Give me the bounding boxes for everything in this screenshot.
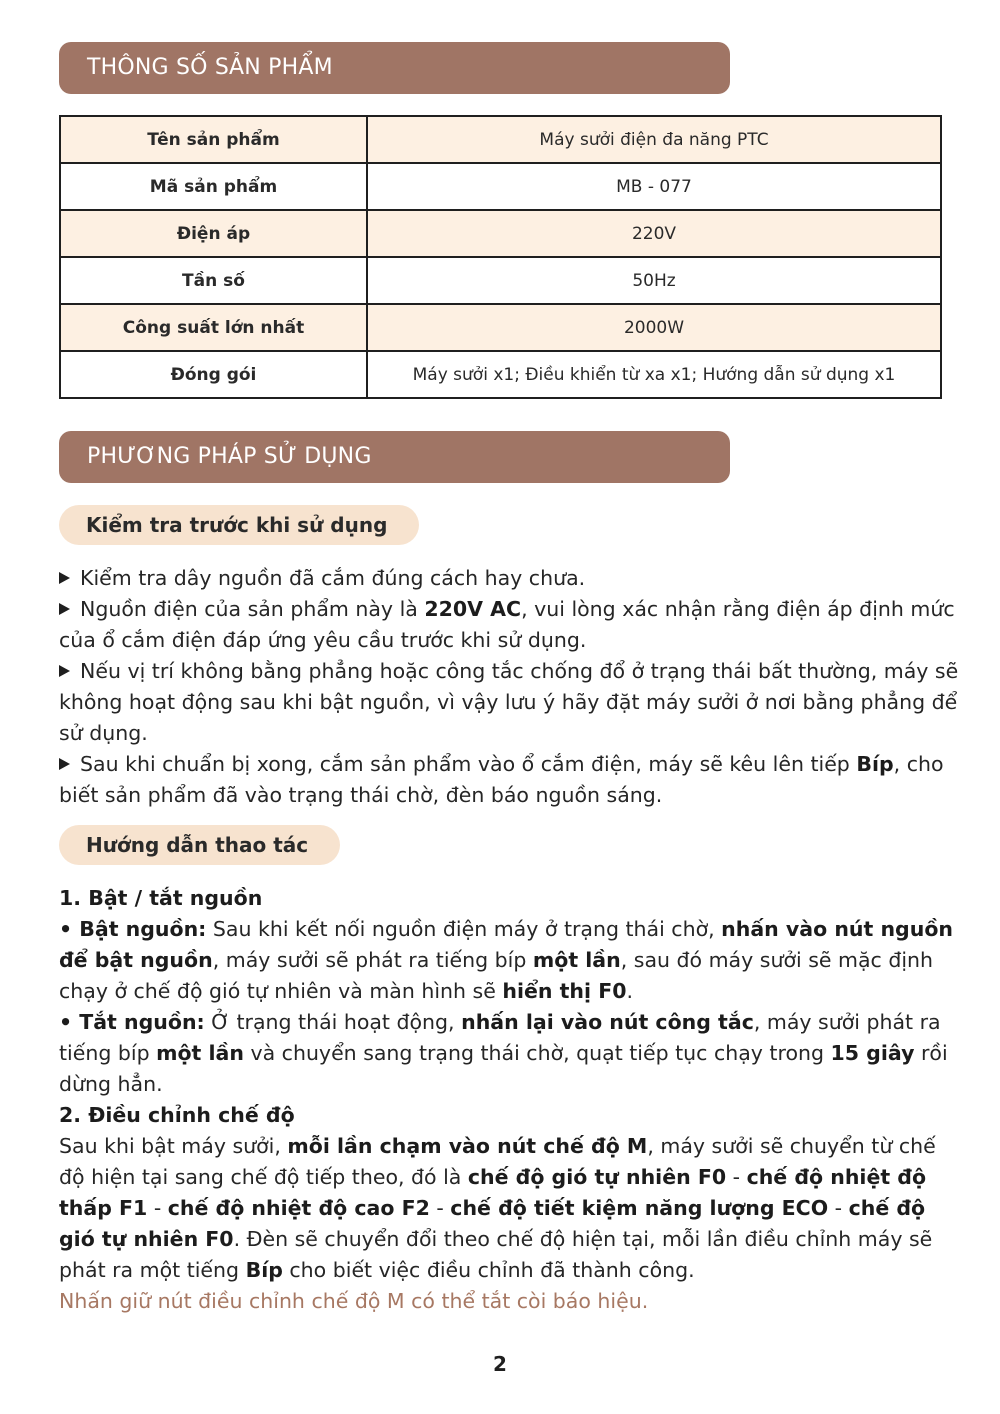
table-row [60, 304, 941, 351]
power-on-paragraph: • Bật nguồn: Sau khi kết nối nguồn điện máy ở trạng thái chờ, nhấn vào nút nguồn để bật nguồn, máy sưởi sẽ phát ra tiếng bíp một lần, sau đó máy sưởi sẽ mặc định chạy ở chế độ gió tự nhiên và màn hình sẽ hiển thị F0. [59, 917, 953, 1003]
table-row [60, 351, 941, 398]
list-item-text: Nếu vị trí không bằng phẳng hoặc công tắc chống đổ ở trạng thái bất thường, máy sẽ không hoạt động sau khi bật nguồn, vì vậy lưu ý hãy đặt máy sưởi ở nơi bằng phẳng để sử dụng. [59, 659, 959, 745]
section-heading-usage: PHƯƠNG PHÁP SỬ DỤNG [59, 431, 730, 483]
section-heading-specs: THÔNG SỐ SẢN PHẨM [59, 42, 730, 94]
spec-label: Công suất lớn nhất [60, 304, 367, 351]
power-off-paragraph: • Tắt nguồn: Ở trạng thái hoạt động, nhấn lại vào nút công tắc, máy sưởi phát ra tiếng bíp một lần và chuyển sang trạng thái chờ, quạt tiếp tục chạy trong 15 giây rồi dừng hẳn. [59, 1010, 948, 1096]
spec-label: Đóng gói [60, 351, 367, 398]
table-row [60, 163, 941, 210]
check-list [59, 563, 959, 811]
spec-value: 2000W [367, 304, 941, 351]
page-number: 2 [493, 1352, 507, 1376]
voltage-emphasis: 220V AC [424, 597, 522, 621]
subheading-check: Kiểm tra trước khi sử dụng [59, 505, 419, 545]
list-item-text: Sau khi chuẩn bị xong, cắm sản phẩm vào ổ cắm điện, máy sẽ kêu lên tiếp [80, 752, 857, 776]
list-item-text: Nguồn điện của sản phẩm này là [80, 597, 425, 621]
specs-table [59, 115, 942, 399]
list-item-text: Kiểm tra dây nguồn đã cắm đúng cách hay chưa. [80, 566, 586, 590]
step-title: 2. Điều chỉnh chế độ [59, 1103, 295, 1127]
list-item-text: , vui lòng xác nhận rằng điện áp định mức của ổ cắm điện đáp ứng yêu cầu trước khi sử dụng. [59, 597, 955, 652]
table-row [60, 210, 941, 257]
guide-body [59, 883, 959, 1317]
spec-value: 220V [367, 210, 941, 257]
list-item [59, 749, 959, 811]
list-item [59, 563, 959, 594]
spec-value: Máy sưởi x1; Điều khiển từ xa x1; Hướng dẫn sử dụng x1 [367, 351, 941, 398]
list-item-text: , cho biết sản phẩm đã vào trạng thái chờ, đèn báo nguồn sáng. [59, 752, 944, 807]
triangle-bullet-icon [59, 665, 70, 677]
mode-paragraph: Sau khi bật máy sưởi, mỗi lần chạm vào nút chế độ M, máy sưởi sẽ chuyển từ chế độ hiện tại sang chế độ tiếp theo, đó là chế độ gió tự nhiên F0 - chế độ nhiệt độ thấp F1 - chế độ nhiệt độ cao F2 - chế độ tiết kiệm năng lượng ECO - chế độ gió tự nhiên F0. Đèn sẽ chuyển đổi theo chế độ hiện tại, mỗi lần điều chỉnh máy sẽ phát ra một tiếng Bíp cho biết việc điều chỉnh đã thành công. [59, 1134, 936, 1282]
spec-label: Điện áp [60, 210, 367, 257]
spec-value: 50Hz [367, 257, 941, 304]
list-item [59, 656, 959, 749]
spec-label: Tần số [60, 257, 367, 304]
step-title: 1. Bật / tắt nguồn [59, 886, 263, 910]
triangle-bullet-icon [59, 758, 70, 770]
subheading-guide: Hướng dẫn thao tác [59, 825, 340, 865]
spec-value: MB - 077 [367, 163, 941, 210]
spec-label: Tên sản phẩm [60, 116, 367, 163]
triangle-bullet-icon [59, 603, 70, 615]
beep-emphasis: Bíp [856, 752, 894, 776]
table-row [60, 257, 941, 304]
list-item [59, 594, 959, 656]
spec-value: Máy sưởi điện đa năng PTC [367, 116, 941, 163]
triangle-bullet-icon [59, 572, 70, 584]
table-row [60, 116, 941, 163]
spec-label: Mã sản phẩm [60, 163, 367, 210]
note-text: Nhấn giữ nút điều chỉnh chế độ M có thể tắt còi báo hiệu. [59, 1289, 649, 1313]
